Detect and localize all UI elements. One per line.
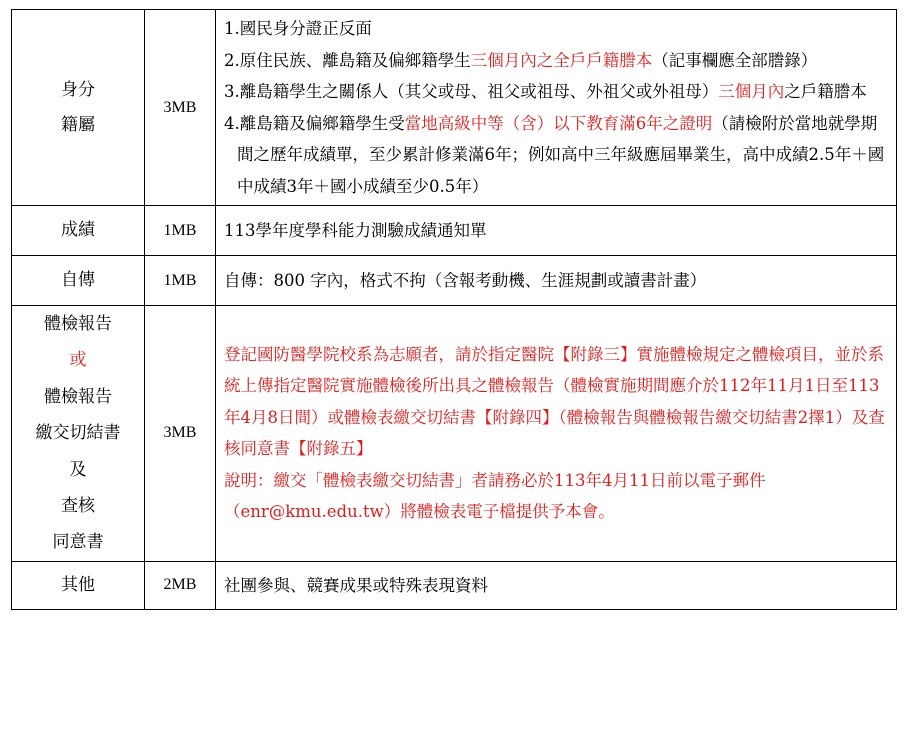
category-label: 繳交切結書 xyxy=(35,423,121,444)
category-label: 或 xyxy=(69,350,87,371)
description-cell xyxy=(216,306,897,562)
category-cell xyxy=(12,10,145,206)
category-cell: 成績 xyxy=(12,206,145,256)
table-row xyxy=(12,256,897,306)
description-cell xyxy=(216,10,897,206)
size-cell: 1MB xyxy=(145,206,216,256)
category-cell xyxy=(12,306,145,562)
table-row xyxy=(12,561,897,609)
category-label: 身分 xyxy=(61,79,95,100)
category-label: 籍屬 xyxy=(61,114,95,135)
description-cell: 113學年度學科能力測驗成績通知單 xyxy=(216,206,897,256)
description-cell: 自傳：800 字內，格式不拘（含報考動機、生涯規劃或讀書計畫） xyxy=(216,256,897,306)
list-item: 3.離島籍學生之關係人（其父或母、祖父或祖母、外祖父或外祖母）三個月內之戶籍謄本 xyxy=(224,82,867,101)
category-label: 查核 xyxy=(61,496,95,517)
category-label: 同意書 xyxy=(52,532,104,553)
table-row xyxy=(12,10,897,206)
size-cell: 3MB xyxy=(145,306,216,562)
upload-requirements-table xyxy=(11,9,897,610)
cropped-previous-text xyxy=(0,0,907,6)
list-item: 2.原住民族、離島籍及偏鄉籍學生三個月內之全戶戶籍謄本（記事欄應全部謄錄） xyxy=(224,50,818,70)
size-cell: 1MB xyxy=(145,256,216,306)
table-row xyxy=(12,206,897,256)
note-paragraph: 說明：繳交「體檢表繳交切結書」者請務必於113年4月11日前以電子郵件（enr@kmu.edu.tw）將體檢表電子檔提供予本會。 xyxy=(224,470,766,522)
list-item: 1.國民身分證正反面 xyxy=(224,19,372,38)
table-row xyxy=(12,306,897,562)
category-cell: 其他 xyxy=(12,561,145,609)
size-cell: 2MB xyxy=(145,561,216,609)
list-item: 4.離島籍及偏鄉籍學生受當地高級中等（含）以下教育滿6年之證明（請檢附於當地就學期間之歷年成績單，至少累計修業滿6年；例如高中三年級應屆畢業生，高中成績2.5年＋國中成績3年＋國小成績至少0.5年） xyxy=(224,113,885,196)
category-label: 及 xyxy=(69,459,87,480)
size-cell: 3MB xyxy=(145,10,216,206)
category-label: 體檢報告 xyxy=(44,314,112,334)
category-label: 體檢報告 xyxy=(44,386,112,407)
instruction-paragraph: 登記國防醫學院校系為志願者，請於指定醫院【附錄三】實施體檢規定之體檢項目，並於系統上傳指定醫院實施體檢後所出具之體檢報告（體檢實施期間應介於112年11月1日至113年4月8日間）或體檢表繳交切結書【附錄四】（體檢報告與體檢報告繳交切結書2擇1）及查核同意書【附錄五】 xyxy=(224,344,885,459)
category-cell: 自傳 xyxy=(12,256,145,306)
description-cell: 社團參與、競賽成果或特殊表現資料 xyxy=(216,561,897,609)
